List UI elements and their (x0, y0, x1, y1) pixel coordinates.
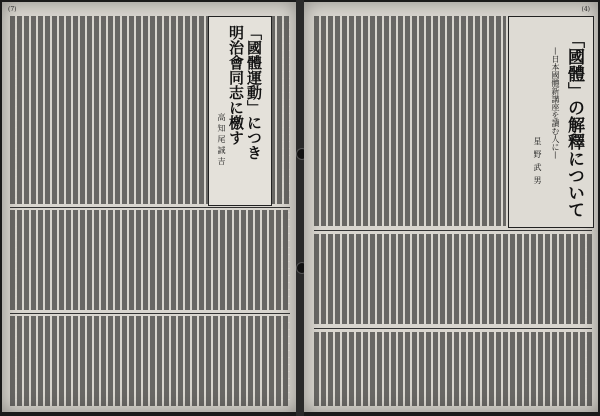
left-column-divider-1 (10, 207, 290, 208)
left-article-title-line2: 明治會同志に檄す (227, 25, 245, 145)
right-body-text-lower (314, 332, 592, 406)
right-page (304, 2, 598, 412)
right-article-title: 「國體」の解釋について (564, 31, 584, 218)
right-author: 星野武男 (533, 137, 542, 189)
right-column-divider-1 (314, 230, 592, 231)
left-body-text-middle (10, 210, 290, 310)
left-article-title-line1: 「國體運動」につき (245, 25, 263, 160)
right-body-text-upper (314, 16, 506, 226)
left-page-number: (7) (8, 6, 17, 13)
left-column-divider-2 (10, 313, 290, 314)
left-article-title-box (208, 16, 272, 206)
left-body-text-upper-right (270, 16, 290, 204)
right-body-text-middle (314, 234, 592, 324)
right-column-divider-2 (314, 328, 592, 329)
left-page (2, 2, 296, 412)
left-body-text-upper (10, 16, 208, 204)
right-subtitle: —日本國體新講座を讀む人に— (551, 47, 560, 159)
right-page-number: (4) (581, 6, 590, 13)
right-article-title-box (508, 16, 594, 228)
left-author: 高知尾誠吉 (217, 113, 226, 168)
binding-gutter (296, 0, 304, 416)
left-body-text-lower (10, 316, 290, 406)
